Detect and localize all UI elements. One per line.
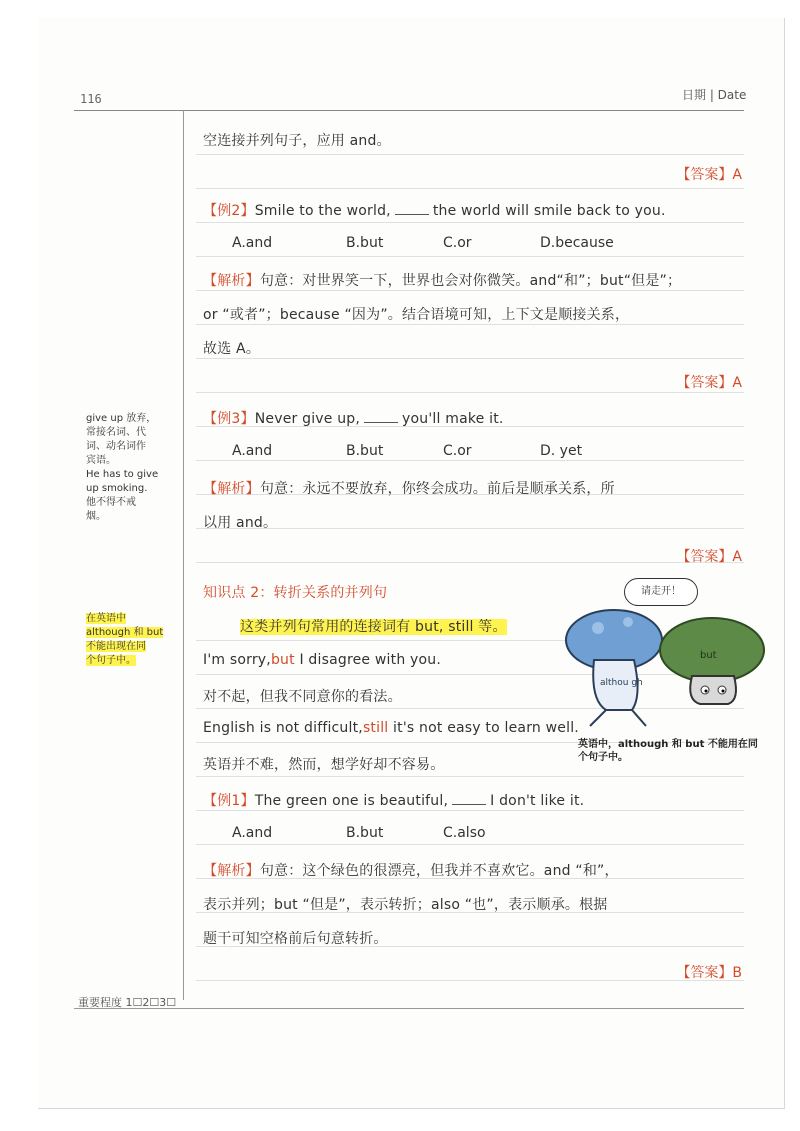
ruled-line — [196, 188, 744, 189]
date-label: 日期 | Date — [682, 88, 747, 102]
option: A.and — [232, 235, 273, 251]
margin-rule — [183, 110, 184, 1000]
analysis-line: 以用 and。 — [203, 515, 278, 531]
ruled-line — [196, 810, 744, 811]
example-2-question: 【例2】Smile to the world, the world will smile back to you. — [203, 203, 666, 219]
option: D. yet — [540, 443, 583, 459]
text-line: 空连接并列句子，应用 and。 — [203, 133, 391, 149]
mushroom-cartoon — [550, 600, 770, 740]
ruled-line — [196, 358, 744, 359]
blue-mushroom-illustration — [566, 610, 662, 726]
knowledge-point-heading: 知识点 2：转折关系的并列句 — [203, 585, 388, 601]
mushroom2-label: but — [700, 650, 717, 661]
ruled-line — [196, 222, 744, 223]
answer-label: 【答案】A — [676, 549, 742, 565]
analysis-line: 【解析】句意：对世界笑一下，世界也会对你微笑。and“和”；but“但是”； — [203, 273, 682, 289]
option: A.and — [232, 825, 273, 841]
example-1-question: 【例1】The green one is beautiful, I don't like it. — [203, 793, 585, 809]
analysis-line: 故选 A。 — [203, 341, 261, 357]
analysis-line: 【解析】句意：这个绿色的很漂亮，但我并不喜欢它。and “和”， — [203, 863, 619, 879]
side-note-give-up: give up 放弃， 常接名词、代 词、动名词作 宾语。 He has to give up smoking. 他不得不戒 烟。 — [86, 413, 159, 522]
side-note-although: 在英语中 although 和 but 不能出现在同 个句子中。 — [86, 613, 164, 666]
importance-rating: 重要程度 1☐2☐3☐ — [78, 996, 177, 1009]
option: C.also — [443, 825, 486, 841]
option: B.but — [346, 443, 384, 459]
option: C.or — [443, 235, 472, 251]
ruled-line — [196, 776, 744, 777]
mushroom1-label: althou gh — [600, 678, 643, 688]
ruled-line — [196, 980, 744, 981]
green-mushroom-illustration — [660, 618, 764, 704]
option: C.or — [443, 443, 472, 459]
ruled-line — [196, 324, 744, 325]
sentence-translation: 对不起，但我不同意你的看法。 — [203, 689, 402, 705]
sentence-translation: 英语并不难，然而，想学好却不容易。 — [203, 757, 445, 773]
analysis-line: 题干可知空格前后句意转折。 — [203, 931, 388, 947]
highlighted-rule: 这类并列句常用的连接词有 but, still 等。 — [240, 619, 507, 635]
option: B.but — [346, 825, 384, 841]
ruled-line — [196, 460, 744, 461]
analysis-line: 【解析】句意：永远不要放弃，你终会成功。前后是顺承关系，所 — [203, 481, 615, 497]
page-number: 116 — [80, 92, 102, 106]
option: A.and — [232, 443, 273, 459]
answer-label: 【答案】A — [676, 375, 742, 391]
ruled-line — [196, 844, 744, 845]
sentence-example: I'm sorry,but I disagree with you. — [203, 652, 442, 668]
speech-bubble: 请走开！ — [624, 578, 698, 606]
cartoon-note: 英语中，although 和 but 不能用在同 个句子中。 — [578, 739, 758, 763]
ruled-line — [196, 528, 744, 529]
analysis-line: 表示并列；but “但是”，表示转折；also “也”，表示顺承。根据 — [203, 897, 608, 913]
ruled-line — [196, 154, 744, 155]
ruled-line — [196, 256, 744, 257]
sentence-example: English is not difficult,still it's not easy to learn well. — [203, 720, 579, 736]
ruled-line — [196, 392, 744, 393]
answer-label: 【答案】A — [676, 167, 742, 183]
option: B.but — [346, 235, 384, 251]
example-3-question: 【例3】Never give up, you'll make it. — [203, 411, 504, 427]
analysis-line: or “或者”；because “因为”。结合语境可知，上下文是顺接关系， — [203, 307, 630, 323]
header-rule — [74, 110, 744, 111]
ruled-line — [196, 290, 744, 291]
option: D.because — [540, 235, 614, 251]
ruled-line — [196, 562, 744, 563]
answer-label: 【答案】B — [676, 965, 742, 981]
